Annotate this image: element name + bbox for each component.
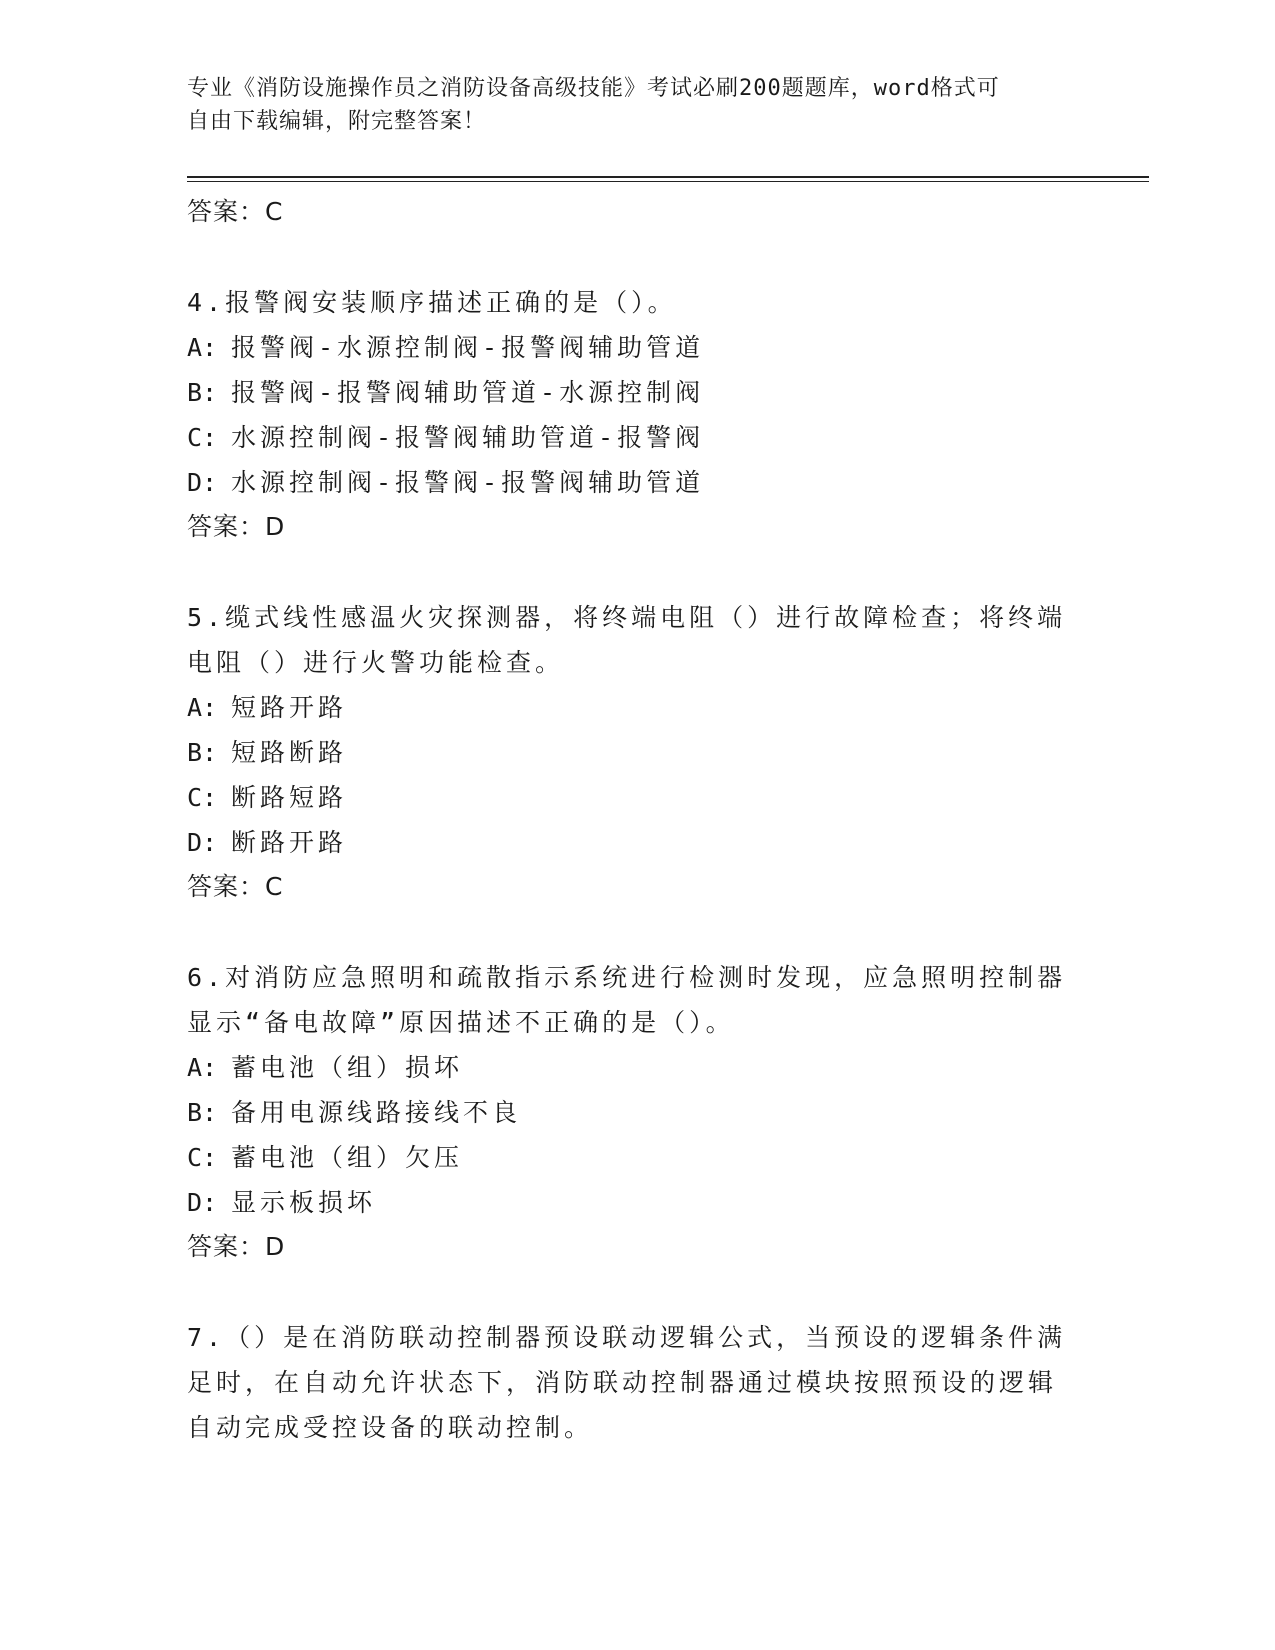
option-text: 短路断路 <box>231 738 348 767</box>
header-rule-thick <box>187 176 1149 178</box>
option-text: 报警阀-水源控制阀-报警阀辅助管道 <box>231 333 705 362</box>
option-letter: A: <box>187 1053 218 1082</box>
question-4 <box>187 280 1087 549</box>
question-list <box>187 190 1087 1450</box>
answer-q6: 答案：D <box>187 1232 286 1261</box>
option-a <box>187 325 1087 370</box>
option-text: 短路开路 <box>231 693 348 722</box>
option-a <box>187 1045 1087 1090</box>
option-text: 显示板损坏 <box>231 1188 377 1217</box>
option-text: 备用电源线路接线不良 <box>231 1098 522 1127</box>
option-letter: D: <box>187 468 218 497</box>
header-rule-thin <box>187 181 1149 182</box>
header-line-1: 专业《消防设施操作员之消防设备高级技能》考试必刷200题题库，word格式可 <box>187 76 1000 101</box>
option-text: 水源控制阀-报警阀-报警阀辅助管道 <box>231 468 705 497</box>
option-letter: A: <box>187 333 218 362</box>
question-text-line-2: 足时，在自动允许状态下，消防联动控制器通过模块按照预设的逻辑 <box>187 1368 1058 1397</box>
page-header <box>187 72 1067 138</box>
question-5 <box>187 595 1087 909</box>
option-letter: C: <box>187 1143 218 1172</box>
option-b <box>187 730 1087 775</box>
option-c <box>187 1135 1087 1180</box>
option-d <box>187 820 1087 865</box>
question-text-line-3: 自动完成受控设备的联动控制。 <box>187 1413 594 1442</box>
question-6 <box>187 955 1087 1269</box>
option-letter: C: <box>187 783 218 812</box>
option-text: 断路开路 <box>231 828 348 857</box>
option-text: 蓄电池（组）欠压 <box>231 1143 464 1172</box>
option-letter: B: <box>187 1098 218 1127</box>
question-text-line-2: 显示“备电故障”原因描述不正确的是（）。 <box>187 1008 735 1037</box>
option-letter: A: <box>187 693 218 722</box>
option-d <box>187 1180 1087 1225</box>
option-a <box>187 685 1087 730</box>
question-text: 4.报警阀安装顺序描述正确的是（）。 <box>187 288 677 317</box>
option-letter: B: <box>187 738 218 767</box>
option-d <box>187 460 1087 505</box>
option-c <box>187 775 1087 820</box>
answer-q3: 答案：C <box>187 197 284 226</box>
option-text: 水源控制阀-报警阀辅助管道-报警阀 <box>231 423 705 452</box>
option-b <box>187 1090 1087 1135</box>
header-line-2: 自由下载编辑，附完整答案！ <box>187 109 487 134</box>
option-letter: D: <box>187 1188 218 1217</box>
option-letter: D: <box>187 828 218 857</box>
question-text-line-1: 6.对消防应急照明和疏散指示系统进行检测时发现，应急照明控制器 <box>187 963 1067 992</box>
question-7 <box>187 1315 1087 1450</box>
question-text-line-1: 5.缆式线性感温火灾探测器，将终端电阻（）进行故障检查；将终端 <box>187 603 1067 632</box>
option-text: 蓄电池（组）损坏 <box>231 1053 464 1082</box>
question-text-line-1: 7.（）是在消防联动控制器预设联动逻辑公式，当预设的逻辑条件满 <box>187 1323 1067 1352</box>
option-c <box>187 415 1087 460</box>
question-text-line-2: 电阻（）进行火警功能检查。 <box>187 648 565 677</box>
option-letter: C: <box>187 423 218 452</box>
answer-q4: 答案：D <box>187 512 286 541</box>
option-text: 断路短路 <box>231 783 348 812</box>
answer-q5: 答案：C <box>187 872 284 901</box>
option-letter: B: <box>187 378 218 407</box>
option-b <box>187 370 1087 415</box>
option-text: 报警阀-报警阀辅助管道-水源控制阀 <box>231 378 705 407</box>
